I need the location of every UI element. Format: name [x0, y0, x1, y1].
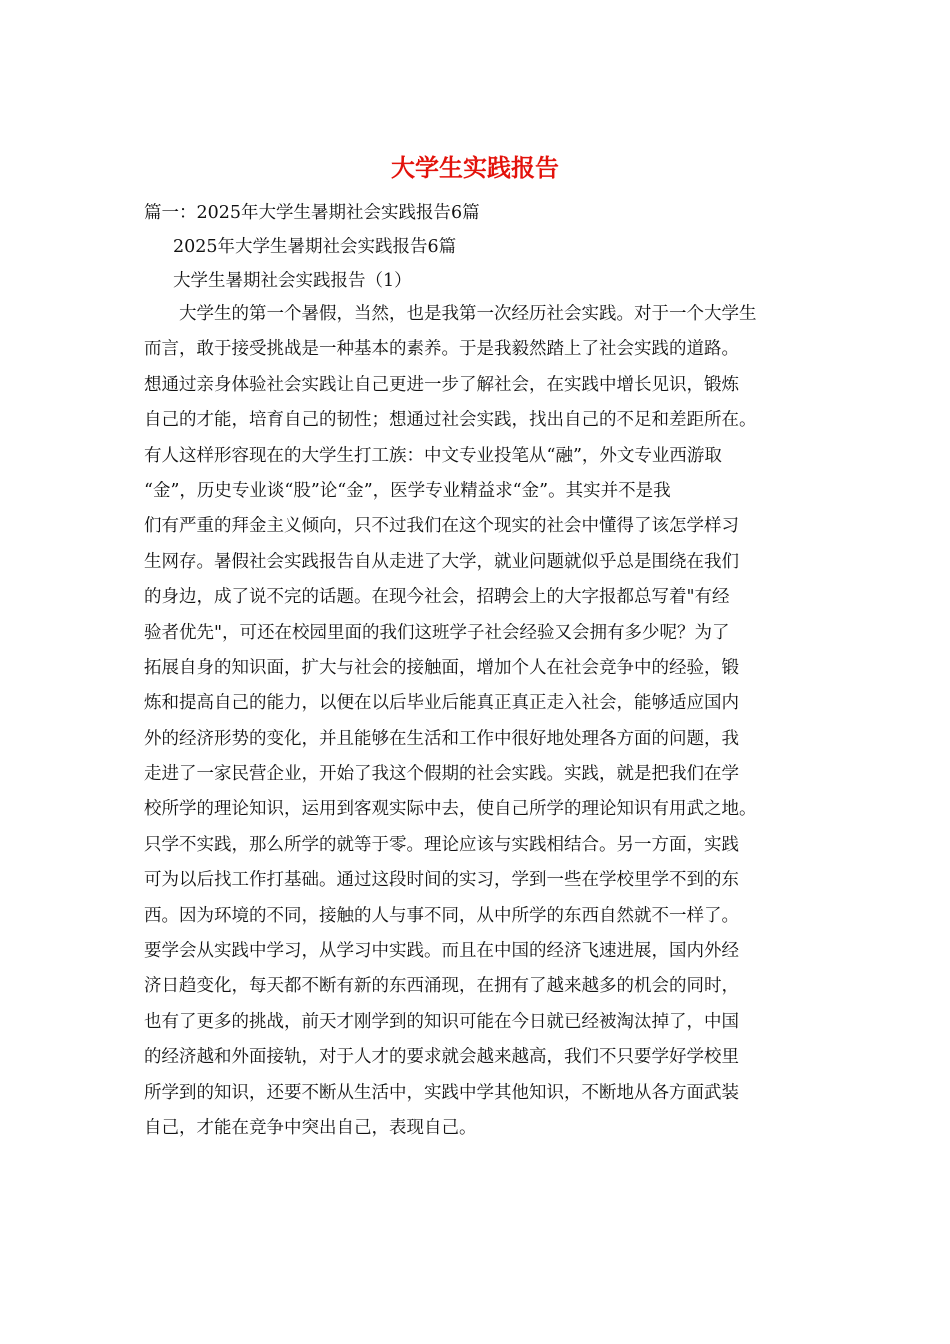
body-line: 验者优先"，可还在校园里面的我们这班学子社会经验又会拥有多少呢？为了	[144, 622, 730, 643]
body-line: 而言，敢于接受挑战是一种基本的素养。于是我毅然踏上了社会实践的道路。	[144, 339, 739, 360]
body-line: 拓展自身的知识面，扩大与社会的接触面，增加个人在社会竞争中的经验，锻	[144, 657, 739, 678]
body-line: 自己的才能，培育自己的韧性；想通过社会实践，找出自己的不足和差距所在。	[144, 410, 757, 431]
body-line: 只学不实践，那么所学的就等于零。理论应该与实践相结合。另一方面，实践	[144, 834, 739, 855]
body-line: 生网存。暑假社会实践报告自从走进了大学，就业问题就似乎总是围绕在我们	[144, 551, 739, 572]
body-line: 济日趋变化，每天都不断有新的东西涌现，在拥有了越来越多的机会的同时，	[144, 976, 739, 997]
body-line: 们有严重的拜金主义倾向，只不过我们在这个现实的社会中懂得了该怎学样习	[144, 516, 739, 537]
body-line: 走进了一家民营企业，开始了我这个假期的社会实践。实践，就是把我们在学	[144, 764, 739, 785]
body-line: 大学生的第一个暑假，当然，也是我第一次经历社会实践。对于一个大学生	[144, 304, 757, 324]
body-line: 外的经济形势的变化，并且能够在生活和工作中很好地处理各方面的问题，我	[144, 728, 739, 749]
body-line: 西。因为环境的不同，接触的人与事不同，从中所学的东西自然就不一样了。	[144, 905, 739, 926]
body-line: “金”，历史专业谈“股”论“金”，医学专业精益求“金”。其实并不是我	[144, 480, 671, 501]
body-line: 的身边，成了说不完的话题。在现今社会，招聘会上的大字报都总写着"有经	[144, 587, 730, 608]
body-line: 有人这样形容现在的大学生打工族：中文专业投笔从“融”，外文专业西游取	[144, 445, 722, 466]
body-line: 要学会从实践中学习，从学习中实践。而且在中国的经济飞速进展，国内外经	[144, 941, 739, 962]
body-line: 校所学的理论知识，运用到客观实际中去，使自己所学的理论知识有用武之地。	[144, 799, 757, 820]
body-line: 的经济越和外面接轨，对于人才的要求就会越来越高，我们不只要学好学校里	[144, 1047, 739, 1068]
body-line: 自己，才能在竞争中突出自己，表现自己。	[144, 1117, 477, 1138]
report-label: 大学生暑期社会实践报告（1）	[173, 271, 412, 291]
document-title: 大学生实践报告	[391, 153, 559, 182]
section-heading: 篇一：2025年大学生暑期社会实践报告6篇	[144, 203, 480, 223]
body-line: 炼和提高自己的能力，以便在以后毕业后能真正真正走入社会，能够适应国内	[144, 693, 739, 714]
body-line: 也有了更多的挑战，前天才刚学到的知识可能在今日就已经被淘汰掉了，中国	[144, 1011, 739, 1032]
body-line: 所学到的知识，还要不断从生活中，实践中学其他知识，不断地从各方面武装	[144, 1082, 739, 1103]
body-text	[144, 302, 824, 1151]
subheading: 2025年大学生暑期社会实践报告6篇	[173, 237, 457, 257]
body-line: 想通过亲身体验社会实践让自己更进一步了解社会，在实践中增长见识，锻炼	[144, 374, 739, 395]
body-line: 可为以后找工作打基础。通过这段时间的实习，学到一些在学校里学不到的东	[144, 870, 739, 891]
